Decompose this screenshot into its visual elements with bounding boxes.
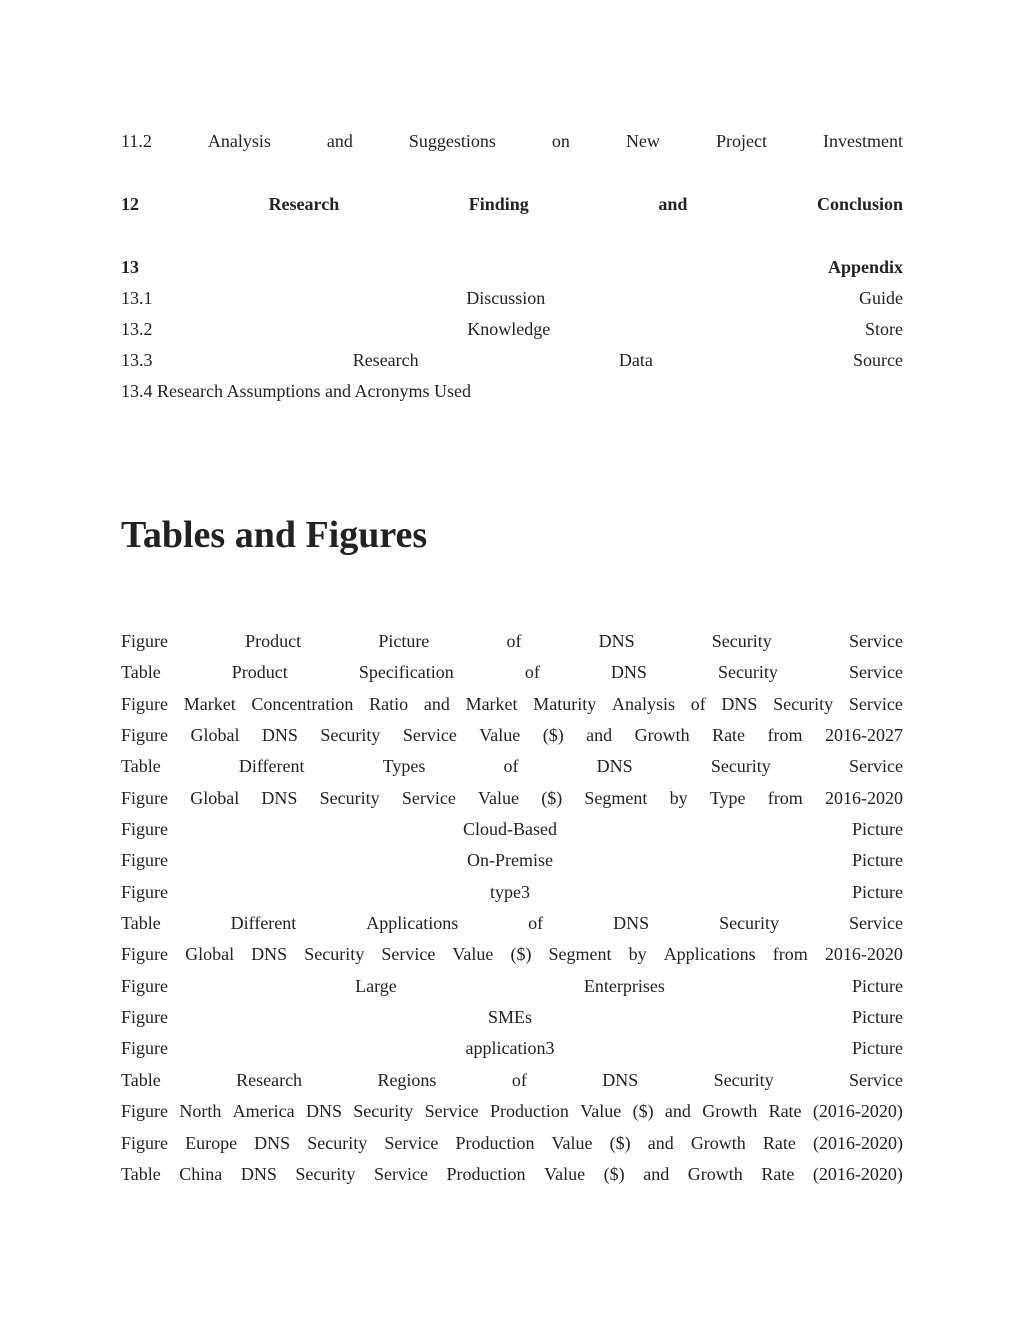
toc-word: 13.3 [121, 350, 153, 370]
figure-list-word: Large [355, 975, 397, 996]
figure-list-item [121, 1006, 903, 1028]
figure-list-word: Service [849, 913, 903, 934]
figure-list-item [121, 787, 903, 809]
toc-line [121, 130, 903, 152]
figure-list-word: Global [185, 944, 235, 965]
figure-list-word: 2016-2020 [824, 787, 903, 808]
figure-list-word: and [664, 1101, 691, 1122]
figure-list-word: Service [381, 944, 436, 965]
figure-list-word: Market [465, 693, 518, 714]
figure-list-word: DNS [261, 787, 298, 808]
figure-list-word: Market [183, 693, 236, 714]
toc-word: 11.2 [121, 131, 152, 151]
figure-list-word: Global [190, 725, 240, 746]
toc-word: Suggestions [408, 131, 496, 151]
figure-list-word: Figure [121, 1038, 168, 1059]
figure-list-word: Figure [121, 693, 168, 714]
toc-word: Appendix [827, 257, 903, 277]
figure-list-word: North [179, 1101, 222, 1122]
figure-list-word: Table [121, 1163, 161, 1184]
figure-list-word: DNS [305, 1101, 342, 1122]
figure-list-word: type3 [490, 881, 530, 902]
figure-list-word: DNS [613, 913, 650, 934]
figure-list-word: and [423, 693, 450, 714]
figure-list-word: Segment [548, 944, 612, 965]
figure-list-word: Value [478, 787, 519, 808]
figure-list-item [121, 1037, 903, 1059]
toc-word: Investment [822, 131, 903, 151]
figure-list-word: Value [452, 944, 494, 965]
figure-list-word: Figure [121, 725, 168, 746]
figure-list-word: Production [446, 1163, 526, 1184]
figure-list-word: 2016-2020 [824, 944, 903, 965]
figure-list-item [121, 818, 903, 840]
figure-list-word: of [511, 1069, 527, 1090]
figure-list-item [121, 693, 903, 715]
figure-list-word: Security [713, 1069, 774, 1090]
toc-word: on [551, 131, 570, 151]
figure-list-word: Figure [121, 881, 168, 902]
document-page [121, 0, 903, 1325]
figure-list-word: Figure [121, 850, 168, 871]
figure-list-word: SMEs [487, 1007, 532, 1028]
figure-list-word: Service [848, 631, 903, 651]
figure-list-word: 2016-2027 [824, 725, 903, 746]
figure-list-word: ($) [542, 725, 564, 746]
figure-list-word: Figure [121, 819, 168, 840]
figure-list-word: Research [236, 1069, 303, 1090]
figure-list-word: by [628, 944, 647, 965]
figure-list-word: (2016-2020) [812, 1101, 903, 1122]
figure-list-word: DNS [596, 756, 633, 777]
figure-list-word: from [772, 944, 808, 965]
figure-list-word: China [179, 1163, 223, 1184]
toc-word: Research [268, 194, 340, 214]
figure-list-word: Table [121, 756, 161, 777]
figure-list-word: Security [711, 631, 772, 651]
figure-list-word: Regions [377, 1069, 437, 1090]
figure-list-word: DNS [251, 944, 288, 965]
figure-list-word: Picture [852, 881, 903, 902]
figure-list-word: DNS [261, 725, 298, 746]
toc-word: 13.1 [121, 288, 153, 308]
toc-line [121, 318, 903, 340]
figure-list-word: Specification [358, 662, 454, 683]
toc-word: Analysis [207, 131, 271, 151]
toc-word: Store [864, 319, 903, 339]
section-heading: Tables and Figures [121, 514, 428, 556]
toc-word: Research [352, 350, 419, 370]
toc-word: Discussion [466, 288, 546, 308]
figure-list-word: Maturity [533, 693, 597, 714]
figure-list-item [121, 630, 903, 652]
toc-word: 12 [121, 194, 139, 214]
figure-list-item [121, 881, 903, 903]
figure-list-word: of [528, 913, 544, 934]
figure-list-word: Security [719, 913, 780, 934]
toc-word: Conclusion [816, 194, 903, 214]
toc-line [121, 380, 903, 402]
figure-list-word: Figure [121, 975, 168, 996]
figure-list-word: of [524, 662, 540, 683]
figure-list-word: Different [238, 756, 305, 777]
figure-list-word: Security [307, 1132, 368, 1153]
toc-word: 13 [121, 257, 139, 277]
figure-list-word: Picture [851, 1038, 903, 1059]
figure-list-word: Applications [663, 944, 756, 965]
figure-list-word: Europe [185, 1132, 238, 1153]
figure-list-word: Picture [851, 1007, 903, 1028]
figure-list-word: DNS [721, 693, 758, 714]
figure-list-word: application3 [465, 1038, 555, 1059]
toc-word: New [625, 131, 660, 151]
figure-list-word: DNS [254, 1132, 291, 1153]
figure-list-word: Segment [584, 787, 648, 808]
figure-list-word: from [767, 725, 803, 746]
figure-list-word: Value [544, 1163, 586, 1184]
figure-list-word: Rate [761, 1163, 795, 1184]
figure-list-word: Growth [702, 1101, 758, 1122]
figure-list-word: of [506, 631, 522, 651]
figure-list-word: of [503, 756, 519, 777]
figure-list-word: Security [717, 662, 778, 683]
toc-word: Project [715, 131, 767, 151]
figure-list-word: of [690, 693, 706, 714]
figure-list-item [121, 1100, 903, 1122]
figure-list-word: Types [382, 756, 426, 777]
figure-list-item [121, 975, 903, 997]
figure-list-word: Concentration [251, 693, 354, 714]
figure-list-word: Service [848, 662, 903, 683]
toc-line [121, 256, 903, 278]
figure-list-word: Service [424, 1101, 479, 1122]
figure-list-word: from [767, 787, 803, 808]
figure-list-word: America [232, 1101, 295, 1122]
figure-list-word: On-Premise [467, 850, 553, 871]
toc-word: 13.2 [121, 319, 153, 339]
figure-list-word: Cloud-Based [463, 819, 557, 840]
figure-list-word: Product [245, 631, 302, 651]
figure-list-word: Applications [366, 913, 459, 934]
figure-list-word: Security [353, 1101, 414, 1122]
figure-list-word: (2016-2020) [812, 1163, 903, 1184]
figure-list-word: Rate [762, 1132, 796, 1153]
figure-list-word: Security [320, 725, 381, 746]
figure-list-word: Picture [378, 631, 430, 651]
figure-list-word: ($) [541, 787, 563, 808]
toc-word: and [658, 194, 688, 214]
figure-list-word: Service [848, 1069, 903, 1090]
figure-list-word: Value [580, 1101, 622, 1122]
toc-word: Finding [468, 194, 529, 214]
figure-list-item [121, 1132, 903, 1154]
figure-list-item [121, 943, 903, 965]
figure-list-word: Different [230, 913, 297, 934]
figure-list-word: Production [489, 1101, 569, 1122]
figure-list-word: DNS [598, 631, 635, 651]
toc-word: Source [853, 350, 903, 370]
figure-list-word: and [643, 1163, 670, 1184]
figure-list-word: Security [319, 787, 380, 808]
figure-list-word: Analysis [611, 693, 675, 714]
figure-list-word: Security [304, 944, 365, 965]
figure-list-word: Product [231, 662, 288, 683]
figure-list-word: Service [402, 725, 457, 746]
figure-list-word: Ratio [369, 693, 409, 714]
figure-list-word: Security [710, 756, 771, 777]
figure-list-word: Value [551, 1132, 593, 1153]
figure-list-word: Figure [121, 787, 168, 808]
figure-list-item [121, 1163, 903, 1185]
figure-list-word: Service [848, 756, 903, 777]
figure-list-word: Picture [852, 819, 903, 840]
figure-list-word: ($) [609, 1132, 631, 1153]
figure-list-word: ($) [603, 1163, 625, 1184]
figure-list-item [121, 755, 903, 777]
figure-list-word: Service [384, 1132, 439, 1153]
figure-list-word: Service [848, 693, 903, 714]
figure-list-word: Type [709, 787, 746, 808]
figure-list-word: DNS [610, 662, 647, 683]
toc-line [121, 349, 903, 371]
figure-list-item [121, 724, 903, 746]
figure-list-word: DNS [602, 1069, 639, 1090]
figure-list-word: Production [455, 1132, 535, 1153]
figure-list-word: Growth [687, 1163, 743, 1184]
figure-list-word: Growth [634, 725, 690, 746]
figure-list-item [121, 912, 903, 934]
figure-list-word: Picture [851, 850, 903, 871]
figure-list-word: and [586, 725, 613, 746]
figure-list-word: ($) [510, 944, 532, 965]
figure-list-word: Rate [712, 725, 746, 746]
toc-word: and [326, 131, 353, 151]
figure-list-word: Figure [121, 944, 168, 965]
figure-list-word: Table [121, 913, 161, 934]
figure-list-word: Service [373, 1163, 428, 1184]
figure-list-word: (2016-2020) [813, 1132, 903, 1153]
figure-list-word: Picture [851, 975, 903, 996]
toc-word: Data [618, 350, 653, 370]
figure-list-word: Security [295, 1163, 356, 1184]
figure-list-word: Figure [121, 1132, 168, 1153]
figure-list-word: Table [121, 662, 161, 683]
figure-list-word: Rate [768, 1101, 802, 1122]
toc-line [121, 287, 903, 309]
figure-list-word: Growth [690, 1132, 746, 1153]
figure-list-word: Value [479, 725, 521, 746]
figure-list-word: Figure [121, 631, 168, 651]
figure-list-item [121, 661, 903, 683]
figure-list-word: Security [773, 693, 834, 714]
toc-line [121, 193, 903, 215]
figure-list-word: by [669, 787, 688, 808]
figure-list-word: Enterprises [583, 975, 665, 996]
tables-and-figures-list [121, 630, 903, 1194]
toc-word: Guide [858, 288, 903, 308]
figure-list-word: Global [190, 787, 240, 808]
figure-list-word: Figure [121, 1007, 168, 1028]
figure-list-item [121, 1069, 903, 1091]
toc-word: 13.4 Research Assumptions and Acronyms Used [121, 381, 471, 401]
figure-list-item [121, 849, 903, 871]
toc-word: Knowledge [467, 319, 551, 339]
figure-list-word: Service [401, 787, 456, 808]
figure-list-word: Figure [121, 1101, 168, 1122]
figure-list-word: ($) [632, 1101, 654, 1122]
figure-list-word: DNS [240, 1163, 277, 1184]
figure-list-word: Table [121, 1069, 161, 1090]
figure-list-word: and [647, 1132, 674, 1153]
